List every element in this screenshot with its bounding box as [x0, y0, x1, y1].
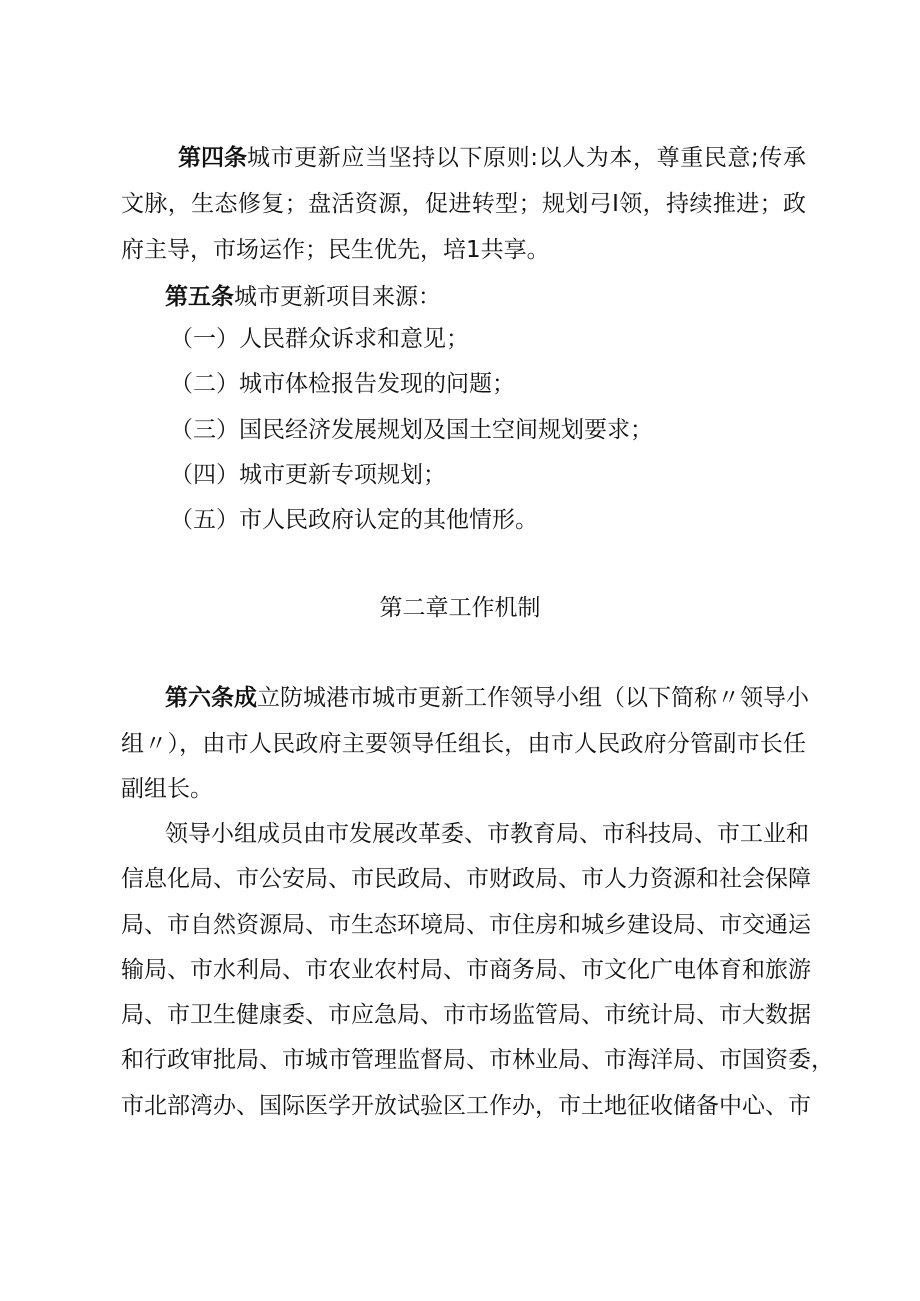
article6-line1	[165, 683, 809, 713]
article6-line2	[121, 729, 806, 759]
members-text-4: 输局、市水利局、市农业农村局、市商务局、市文化广电体育和旅游	[121, 957, 811, 983]
chapter-heading: 第二章工作机制	[379, 595, 541, 621]
article4-line2	[121, 189, 806, 219]
article5-item-4	[170, 460, 446, 490]
article5-title: 第五条	[165, 284, 234, 310]
article6-title: 第六条成	[165, 685, 257, 711]
members-text-5: 局、市卫生健康委、市应急局、市市场监管局、市统计局、市大数据	[121, 1002, 811, 1028]
members-line5	[121, 1000, 811, 1030]
article4-text-line3: 府主导，市场运作；民生优先，培1共享。	[121, 237, 550, 263]
article5-item-2	[170, 369, 515, 399]
members-line4	[121, 955, 811, 985]
article6-text-line2: 组〃），由市人民政府主要领导任组长，由市人民政府分管副市长任	[121, 731, 806, 757]
article4-text-line2: 文脉，生态修复；盘活资源，促进转型；规划弓I领，持续推进；政	[121, 191, 806, 217]
members-text-1: 领导小组成员由市发展改革委、市教育局、市科技局、市工业和	[165, 821, 809, 847]
members-line1	[165, 819, 809, 849]
article4-title: 第四条	[178, 145, 247, 171]
article6-line3	[121, 774, 213, 804]
list-item: （二）城市体检报告发现的问题；	[170, 371, 515, 397]
members-text-2: 信息化局、市公安局、市民政局、市财政局、市人力资源和社会保障	[121, 866, 811, 892]
members-line7	[121, 1091, 811, 1121]
article5-item-5	[170, 505, 538, 535]
list-item: （一）人民群众诉求和意见；	[170, 326, 469, 352]
list-item: （四）城市更新专项规划；	[170, 462, 446, 488]
members-line3	[121, 910, 811, 940]
article6-text-line1: 立防城港市城市更新工作领导小组（以下简称〃领导小	[257, 685, 809, 711]
article5-item-1	[170, 324, 469, 354]
members-line2	[121, 864, 811, 894]
members-text-6: 和行政审批局、市城市管理监督局、市林业局、市海洋局、市国资委，	[121, 1047, 834, 1073]
article5-intro: 城市更新项目来源：	[234, 284, 441, 310]
list-item: （五）市人民政府认定的其他情形。	[170, 507, 538, 533]
members-text-3: 局、市自然资源局、市生态环境局、市住房和城乡建设局、市交通运	[121, 912, 811, 938]
article4-text-line1: 城市更新应当坚持以下原则:以人为本，尊重民意;传承	[247, 145, 806, 171]
article5-line	[165, 282, 441, 312]
members-line6	[121, 1045, 834, 1075]
article4-line1	[178, 143, 806, 173]
members-text-7: 市北部湾办、国际医学开放试验区工作办，市土地征收储备中心、市	[121, 1093, 811, 1119]
article4-line3	[121, 235, 550, 265]
article5-item-3	[170, 415, 653, 445]
article6-text-line3: 副组长。	[121, 776, 213, 802]
list-item: （三）国民经济发展规划及国土空间规划要求；	[170, 417, 653, 443]
